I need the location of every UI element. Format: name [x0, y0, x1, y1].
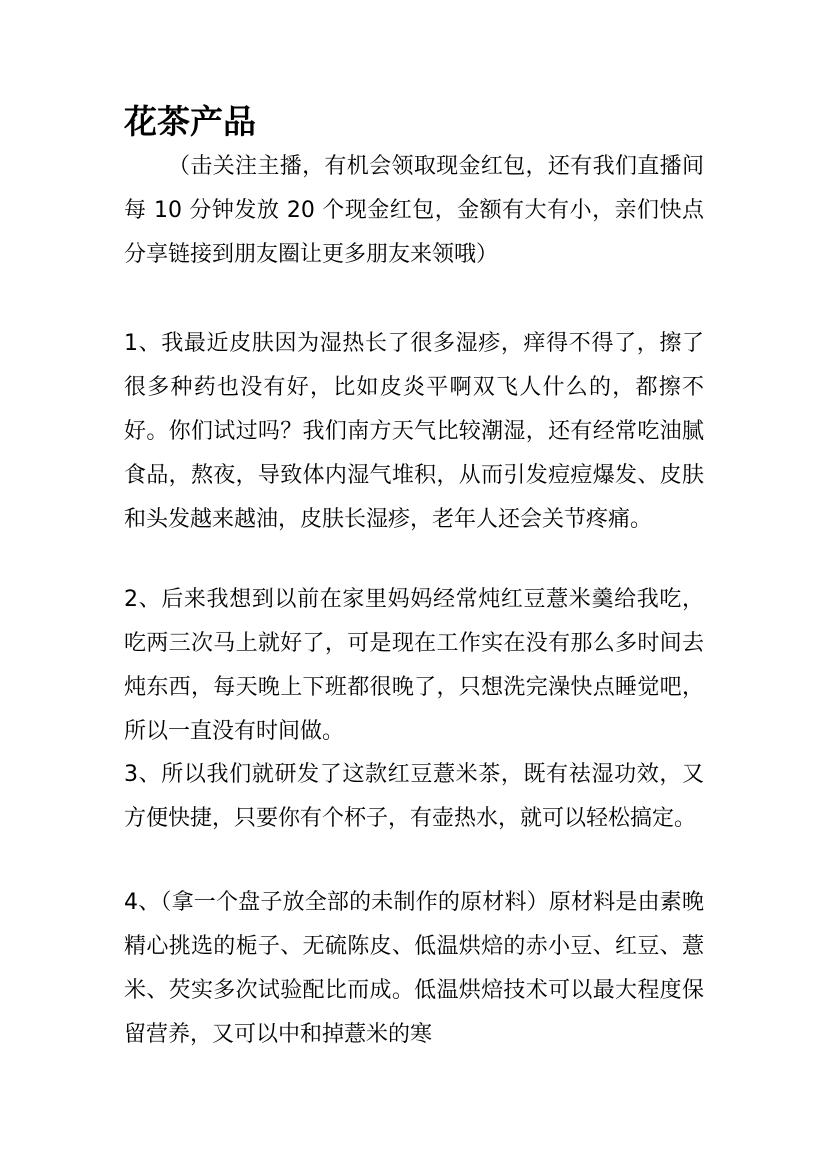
- intro-paragraph: （击关注主播，有机会领取现金红包，还有我们直播间每 10 分钟发放 20 个现金红包，金额有大有小，亲们快点分享链接到朋友圈让更多朋友来领哦）: [124, 154, 704, 267]
- paragraph-1: 1、我最近皮肤因为湿热长了很多湿疹，痒得不得了，擦了很多种药也没有好，比如皮炎平啊双飞人什么的，都擦不好。你们试过吗？我们南方天气比较潮湿，还有经常吃油腻食品，熬夜，导致体内湿气堆积，从而引发痘痘爆发、皮肤和头发越来越油，皮肤长湿疹，老年人还会关节疼痛。: [124, 331, 704, 532]
- paragraph-4: 4、（拿一个盘子放全部的未制作的原材料）原材料是由素晚精心挑选的栀子、无硫陈皮、低温烘焙的赤小豆、红豆、薏米、芡实多次试验配比而成。低温烘焙技术可以最大程度保留营养，又可以中和掉薏米的寒: [124, 890, 704, 1047]
- paragraph-2: 2、后来我想到以前在家里妈妈经常炖红豆薏米羹给我吃，吃两三次马上就好了，可是现在工作实在没有那么多时间去炖东西，每天晚上下班都很晚了，只想洗完澡快点睡觉吧，所以一直没有时间做。: [124, 587, 704, 744]
- paragraph-3: 3、所以我们就研发了这款红豆薏米茶，既有祛湿功效，又方便快捷，只要你有个杯子，有壶热水，就可以轻松搞定。: [124, 762, 704, 831]
- document-title: 花茶产品: [124, 102, 256, 141]
